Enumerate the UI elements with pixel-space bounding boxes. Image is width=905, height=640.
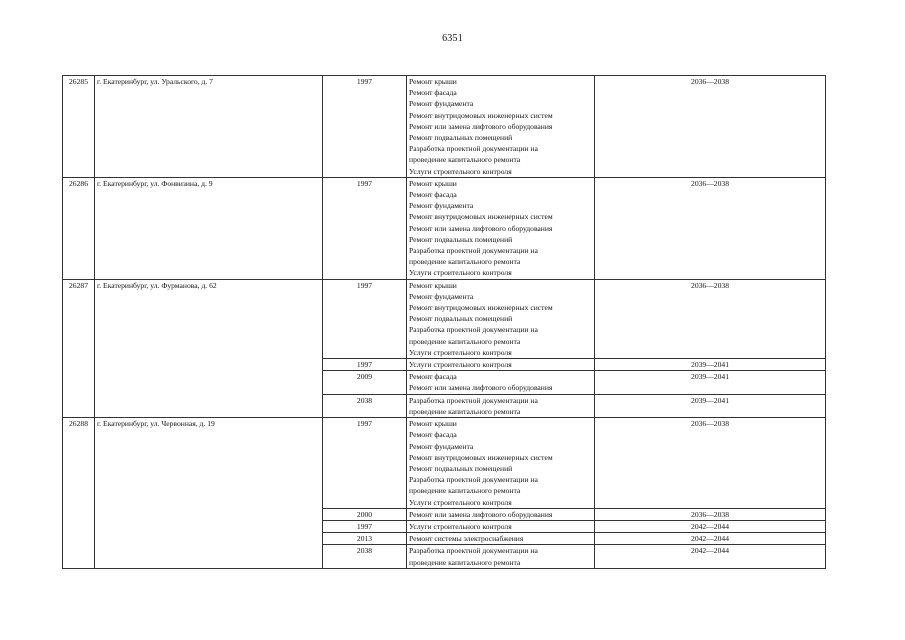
year-cell: 2000 bbox=[323, 508, 407, 520]
building-address: г. Екатеринбург, ул. Червонная, д. 19 bbox=[95, 418, 323, 569]
work-item: Ремонт фундамента bbox=[409, 201, 474, 211]
work-item: Ремонт или замена лифтового оборудования bbox=[409, 509, 553, 519]
planned-period-cell: 2036—2038 bbox=[595, 279, 826, 358]
work-item: Ремонт крыши bbox=[409, 419, 457, 429]
work-types-cell bbox=[407, 545, 595, 568]
entry-number: 26286 bbox=[63, 177, 95, 279]
work-item: проведение капитального ремонта bbox=[409, 406, 521, 416]
work-item: Услуги строительного контроля bbox=[409, 347, 512, 357]
work-item: Ремонт фасада bbox=[409, 372, 457, 382]
year-cell: 1997 bbox=[323, 279, 407, 358]
work-item: Ремонт фундамента bbox=[409, 99, 474, 109]
work-item: Ремонт фасада bbox=[409, 88, 457, 98]
work-item: Ремонт крыши bbox=[409, 178, 457, 188]
work-item: Услуги строительного контроля bbox=[409, 166, 512, 176]
planned-period-cell: 2039—2041 bbox=[595, 394, 826, 417]
year-cell: 1997 bbox=[323, 177, 407, 279]
repair-schedule-table bbox=[62, 75, 826, 569]
work-item: Ремонт внутридомовых инженерных систем bbox=[409, 452, 553, 462]
work-item: Ремонт или замена лифтового оборудования bbox=[409, 383, 553, 393]
table-row bbox=[63, 418, 826, 509]
building-address: г. Екатеринбург, ул. Фурманова, д. 62 bbox=[95, 279, 323, 417]
work-item: Разработка проектной документации на bbox=[409, 325, 538, 335]
work-item: Ремонт внутридомовых инженерных систем bbox=[409, 212, 553, 222]
work-item: Ремонт подвальных помещений bbox=[409, 314, 513, 324]
year-cell: 1997 bbox=[323, 359, 407, 371]
year-cell: 2013 bbox=[323, 533, 407, 545]
work-item: проведение капитального ремонта bbox=[409, 486, 521, 496]
work-item: Разработка проектной документации на bbox=[409, 246, 538, 256]
work-item: проведение капитального ремонта bbox=[409, 557, 521, 567]
work-types-cell bbox=[407, 533, 595, 545]
work-types-cell bbox=[407, 394, 595, 417]
work-item: проведение капитального ремонта bbox=[409, 336, 521, 346]
work-item: Ремонт подвальных помещений bbox=[409, 234, 513, 244]
table-row bbox=[63, 76, 826, 178]
work-types-cell bbox=[407, 76, 595, 178]
work-item: Ремонт подвальных помещений bbox=[409, 463, 513, 473]
work-types-cell bbox=[407, 418, 595, 509]
work-types-cell bbox=[407, 279, 595, 358]
year-cell: 2009 bbox=[323, 371, 407, 394]
schedule-body bbox=[63, 76, 826, 569]
work-item: Ремонт крыши bbox=[409, 280, 457, 290]
work-item: Ремонт крыши bbox=[409, 77, 457, 86]
work-item: проведение капитального ремонта bbox=[409, 155, 521, 165]
entry-number: 26285 bbox=[63, 76, 95, 178]
work-item: проведение капитального ремонта bbox=[409, 257, 521, 267]
year-cell: 1997 bbox=[323, 418, 407, 509]
work-item: Ремонт внутридомовых инженерных систем bbox=[409, 110, 553, 120]
planned-period-cell: 2042—2044 bbox=[595, 533, 826, 545]
work-types-cell bbox=[407, 520, 595, 532]
work-item: Ремонт фасада bbox=[409, 190, 457, 200]
work-item: Услуги строительного контроля bbox=[409, 497, 512, 507]
planned-period-cell: 2036—2038 bbox=[595, 76, 826, 178]
table-row bbox=[63, 279, 826, 358]
work-item: Ремонт или замена лифтового оборудования bbox=[409, 121, 553, 131]
work-item: Разработка проектной документации на bbox=[409, 546, 538, 556]
work-item: Разработка проектной документации на bbox=[409, 395, 538, 405]
work-item: Ремонт фасада bbox=[409, 430, 457, 440]
work-item: Ремонт внутридомовых инженерных систем bbox=[409, 303, 553, 313]
planned-period-cell: 2039—2041 bbox=[595, 359, 826, 371]
work-item: Ремонт системы электроснабжения bbox=[409, 534, 524, 544]
building-address: г. Екатеринбург, ул. Уральского, д. 7 bbox=[95, 76, 323, 178]
entry-number: 26287 bbox=[63, 279, 95, 417]
work-item: Ремонт фундамента bbox=[409, 291, 474, 301]
work-item: Ремонт или замена лифтового оборудования bbox=[409, 223, 553, 233]
year-cell: 1997 bbox=[323, 520, 407, 532]
work-item: Разработка проектной документации на bbox=[409, 144, 538, 154]
work-types-cell bbox=[407, 371, 595, 394]
planned-period-cell: 2042—2044 bbox=[595, 545, 826, 568]
work-item: Услуги строительного контроля bbox=[409, 360, 512, 370]
work-item: Ремонт фундамента bbox=[409, 441, 474, 451]
planned-period-cell: 2036—2038 bbox=[595, 177, 826, 279]
planned-period-cell: 2039—2041 bbox=[595, 371, 826, 394]
work-item: Услуги строительного контроля bbox=[409, 268, 512, 278]
planned-period-cell: 2042—2044 bbox=[595, 520, 826, 532]
work-types-cell bbox=[407, 177, 595, 279]
planned-period-cell: 2036—2038 bbox=[595, 508, 826, 520]
year-cell: 1997 bbox=[323, 76, 407, 178]
work-types-cell bbox=[407, 508, 595, 520]
planned-period-cell: 2036—2038 bbox=[595, 418, 826, 509]
work-item: Ремонт подвальных помещений bbox=[409, 133, 513, 143]
year-cell: 2038 bbox=[323, 394, 407, 417]
entry-number: 26288 bbox=[63, 418, 95, 569]
work-item: Разработка проектной документации на bbox=[409, 475, 538, 485]
page-number: 6351 bbox=[442, 33, 463, 44]
year-cell: 2038 bbox=[323, 545, 407, 568]
work-item: Услуги строительного контроля bbox=[409, 521, 512, 531]
table-row bbox=[63, 177, 826, 279]
building-address: г. Екатеринбург, ул. Фонвизина, д. 9 bbox=[95, 177, 323, 279]
work-types-cell bbox=[407, 359, 595, 371]
